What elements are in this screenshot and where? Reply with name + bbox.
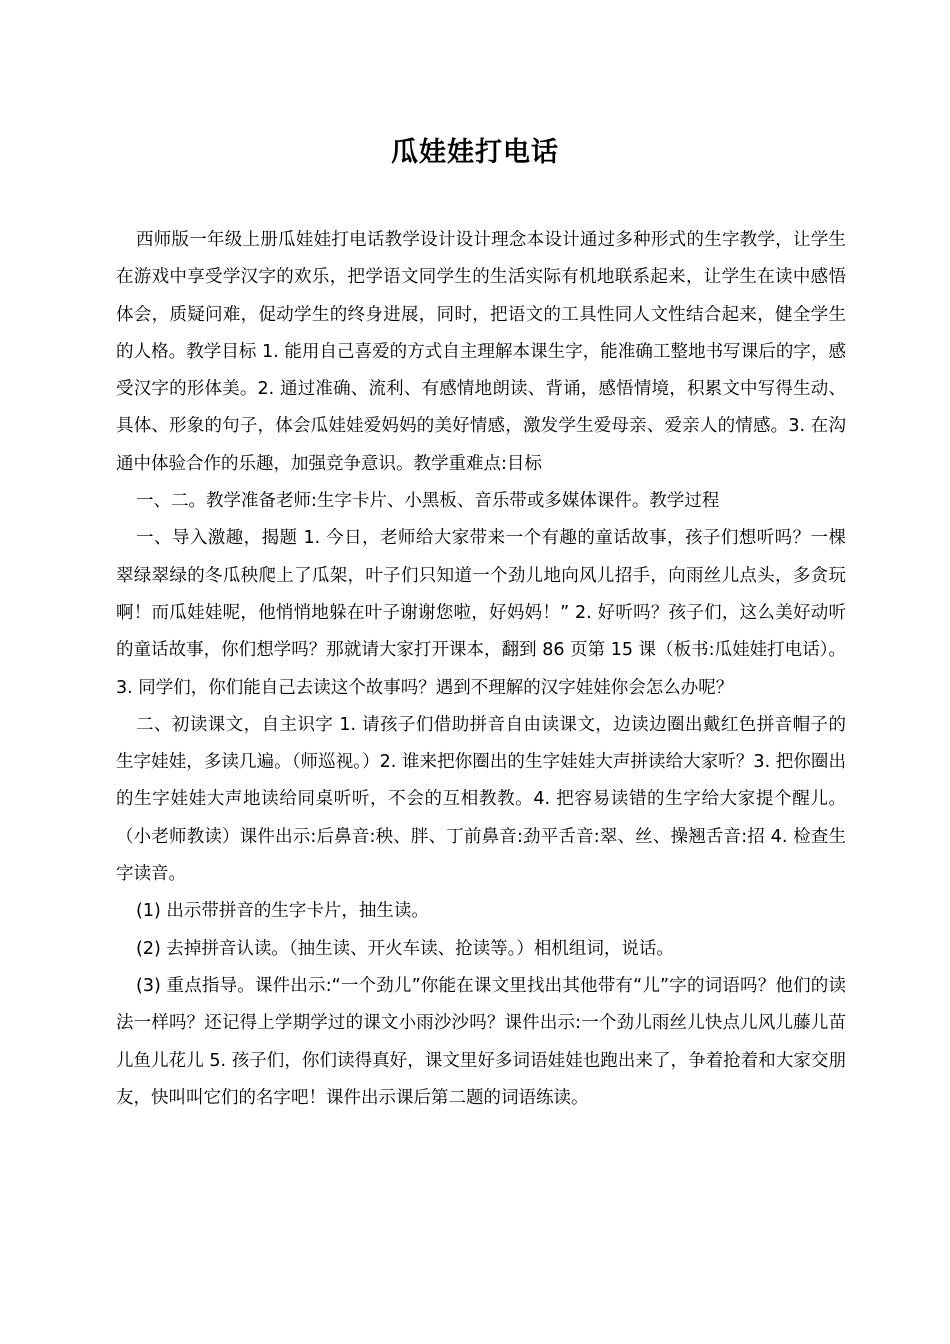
document-body — [116, 222, 846, 1117]
paragraph-step-2: (2) 去掉拼音认读。（抽生读、开火车读、抢读等。）相机组词，说话。 — [136, 938, 674, 959]
paragraph-step-1: (1) 出示带拼音的生字卡片，抽生读。 — [136, 901, 429, 922]
document-title: 瓜娃娃打电话 — [391, 137, 559, 168]
paragraph-section-one: 一、导入激趣，揭题 1. 今日，老师给大家带来一个有趣的童话故事，孩子们想听吗？一棵翠绿翠绿的冬瓜秧爬上了瓜架，叶子们只知道一个劲儿地向风儿招手，向雨丝儿点头，多贪玩啊！而瓜娃娃呢，他悄悄地躲在叶子谢谢您啦，好妈妈！” 2. 好听吗？孩子们，这么美好动听的童话故事，你们想学吗？那就请大家打开课本，翻到 86 页第 15 课（板书:瓜娃娃打电话）。3. 同学们，你们能自己去读这个故事吗？遇到不理解的汉字娃娃你会怎么办呢？ — [116, 528, 846, 698]
paragraph-intro: 西师版一年级上册瓜娃娃打电话教学设计设计理念本设计通过多种形式的生字教学，让学生在游戏中享受学汉字的欢乐，把学语文同学生的生活实际有机地联系起来，让学生在读中感悟体会，质疑问难，促动学生的终身进展，同时，把语文的工具性同人文性结合起来，健全学生的人格。教学目标 1. 能用自己喜爱的方式自主理解本课生字，能准确工整地书写课后的字，感受汉字的形体美。2. 通过准确、流利、有感情地朗读、背诵，感悟情境，积累文中写得生动、具体、形象的句子，体会瓜娃娃爱妈妈的美好情感，激发学生爱母亲、爱亲人的情感。3. 在沟通中体验合作的乐趣，加强竞争意识。教学重难点:目标 — [116, 230, 846, 474]
paragraph-preparation: 一、二。教学准备老师:生字卡片、小黑板、音乐带或多媒体课件。教学过程 — [136, 491, 720, 512]
paragraph-section-two: 二、初读课文，自主识字 1. 请孩子们借助拼音自由读课文，边读边圈出戴红色拼音帽子的生字娃娃，多读几遍。（师巡视。）2. 谁来把你圈出的生字娃娃大声拼读给大家听？3. 把你圈出的生字娃娃大声地读给同桌听听，不会的互相教教。4. 把容易读错的生字给大家提个醒儿。（小老师教读）课件出示:后鼻音:秧、胖、丁前鼻音:劲平舌音:翠、丝、操翘舌音:招 4. 检查生字读音。 — [116, 714, 846, 885]
paragraph-step-3: (3) 重点指导。课件出示:“一个劲儿”你能在课文里找出其他带有“儿”字的词语吗？他们的读法一样吗？还记得上学期学过的课文小雨沙沙吗？课件出示:一个劲儿雨丝儿快点儿风儿藤儿苗儿鱼儿花儿 5. 孩子们，你们读得真好，课文里好多词语娃娃也跑出来了，争着抢着和大家交朋友，快叫叫它们的名字吧！课件出示课后第二题的词语练读。 — [116, 975, 846, 1108]
